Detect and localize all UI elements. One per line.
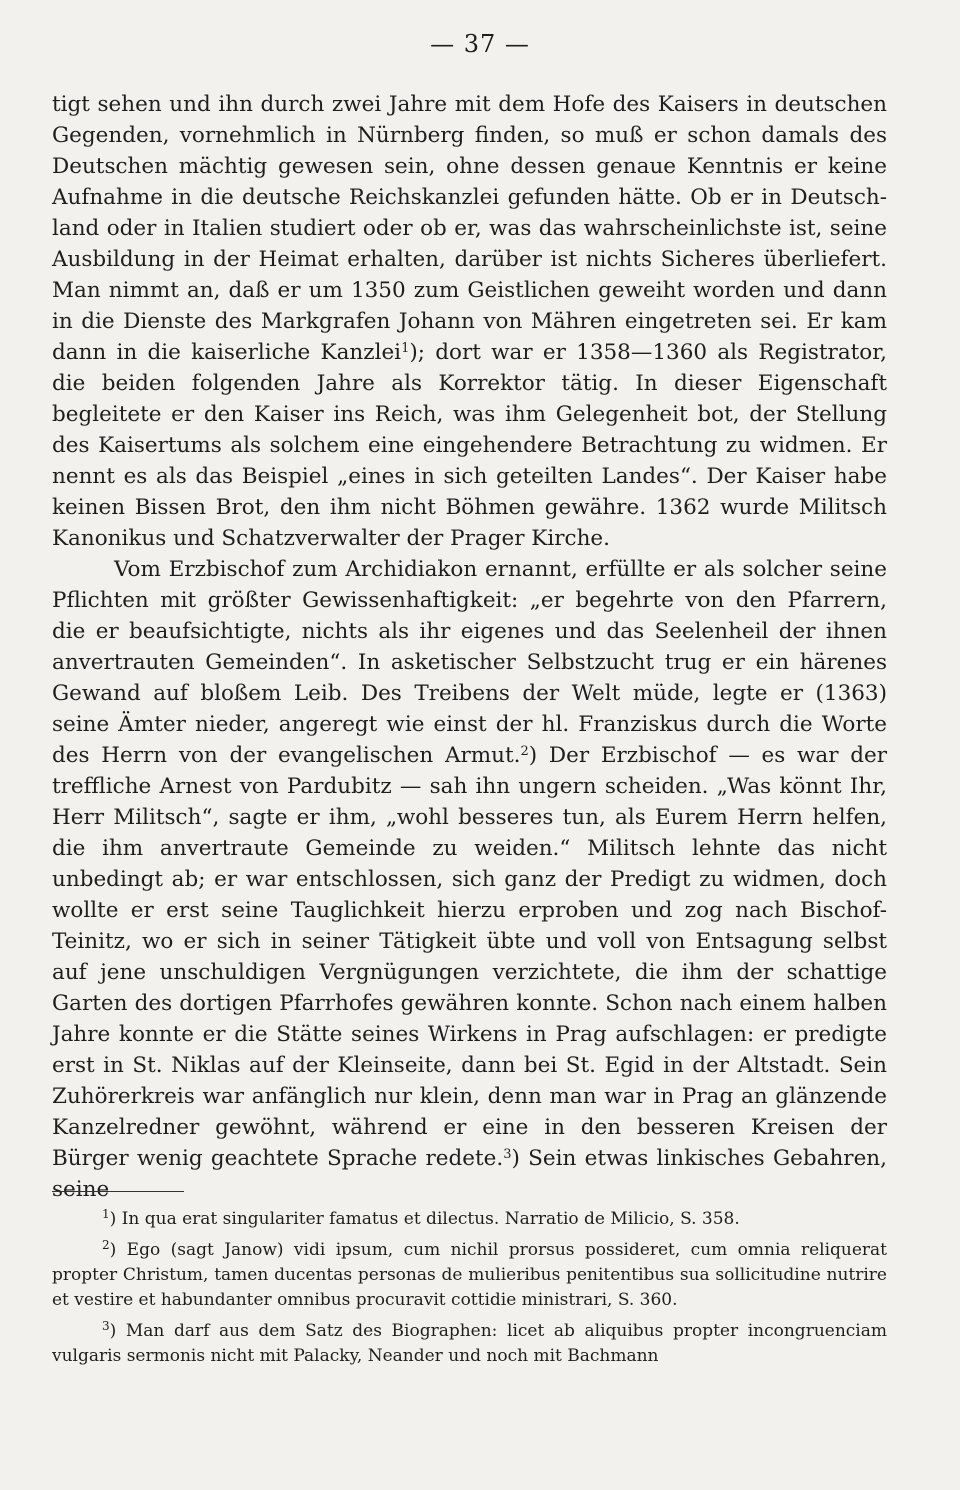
paragraph-text: tigt sehen und ihn durch zwei Jahre mit dem Hofe des Kaisers in deutschen Gegenden, vornehmlich in Nürnberg finden, so muß er schon damals des Deutschen mächtig gewesen sein, ohne dessen genaue Kenntnis er keine Aufnahme in die deutsche Reichskanzlei gefunden hätte. Ob er in Deutschland oder in Italien studiert oder ob er, was das wahrscheinlichste ist, seine Ausbildung in der Heimat erhalten, darüber ist nichts Sicheres überliefert. Man nimmt an, daß er um 1350 zum Geistlichen geweiht worden und dann in die Dienste des Markgrafen Johann von Mähren eingetreten sei. Er kam dann in die kaiserliche Kanzlei [52, 92, 887, 365]
footnote-mark: 3 [102, 1319, 110, 1333]
footnote-text: ) In qua erat singulariter famatus et dilectus. Narratio de Milicio, S. 358. [109, 1209, 740, 1229]
paragraph-text: ); dort war er 1358—1360 als Registrator, die beiden folgenden Jahre als Korrektor tätig. In dieser Eigenschaft begleitete er den Kaiser ins Reich, was ihm Gelegenheit bot, der Stellung des Kaisertums als solchem eine eingehendere Betrachtung zu widmen. Er nennt es als das Beispiel „eines in sich geteilten Landes“. Der Kaiser habe keinen Bissen Brot, den ihm nicht Böhmen gewähre. 1362 wurde Militsch Kanonikus und Schatzverwalter der Prager Kirche. [52, 340, 887, 551]
footnote [52, 1238, 887, 1313]
footnote-text: ) Ego (sagt Janow) vidi ipsum, cum nichil prorsus possideret, cum omnia reliquerat propter Christum, tamen ducentas personas de mulieribus penitentibus sua sollicitudine nutrire et vestire et habundanter omnibus procuravit cottidie ministrari, S. 360. [52, 1240, 887, 1310]
paragraph-text: ) Der Erzbischof — es war der treffliche Arnest von Pardubitz — sah ihn ungern scheiden. „Was könnt Ihr, Herr Militsch“, sagte er ihm, „wohl besseres tun, als Eurem Herrn helfen, die ihm anvertraute Gemeinde zu weiden.“ Militsch lehnte das nicht unbedingt ab; er war entschlossen, sich ganz der Predigt zu widmen, doch wollte er erst seine Tauglichkeit hierzu erproben und zog nach Bischof-Teinitz, wo er sich in seiner Tätigkeit übte und voll von Entsagung selbst auf jene unschuldigen Vergnügungen verzichtete, die ihm der schattige Garten des dortigen Pfarrhofes gewähren konnte. Schon nach einem halben Jahre konnte er die Stätte seines Wirkens in Prag aufschlagen: er predigte erst in St. Niklas auf der Kleinseite, dann bei St. Egid in der Altstadt. Sein Zuhörerkreis war anfänglich nur klein, denn man war in Prag an glänzende Kanzelredner gewöhnt, während er eine in den besseren Kreisen der Bürger wenig geachtete Sprache redete. [52, 743, 887, 1171]
footnotes [52, 1207, 887, 1375]
footnote-reference: 2 [520, 744, 529, 759]
paragraph [52, 89, 887, 554]
paragraph-text: ) Sein etwas linkisches Gebahren, seine [52, 1146, 887, 1202]
footnote-mark: 2 [102, 1238, 110, 1252]
paragraph [52, 554, 887, 1205]
footnote-reference: 3 [503, 1147, 512, 1162]
paragraph-text: Vom Erzbischof zum Archidiakon ernannt, erfüllte er als solcher seine Pflichten mit größter Gewissenhaftigkeit: „er begehrte von den Pfarrern, die er beaufsichtigte, nichts als ihr eigenes und das Seelenheil der ihnen anvertrauten Gemeinden“. In asketischer Selbstzucht trug er ein härenes Gewand auf bloßem Leib. Des Treibens der Welt müde, legte er (1363) seine Ämter nieder, angeregt wie einst der hl. Franziskus durch die Worte des Herrn von der evangelischen Armut. [52, 557, 887, 768]
footnote [52, 1207, 887, 1232]
main-text [52, 89, 887, 1205]
footnote-mark: 1 [102, 1207, 110, 1221]
footnote [52, 1319, 887, 1369]
footnote-reference: 1 [401, 341, 410, 356]
footnote-divider [52, 1191, 184, 1192]
page-number: — 37 — [430, 30, 530, 58]
footnote-text: ) Man darf aus dem Satz des Biographen: licet ab aliquibus propter incongruenciam vulgaris sermonis nicht mit Palacky, Neander und noch mit Bachmann [52, 1321, 887, 1366]
